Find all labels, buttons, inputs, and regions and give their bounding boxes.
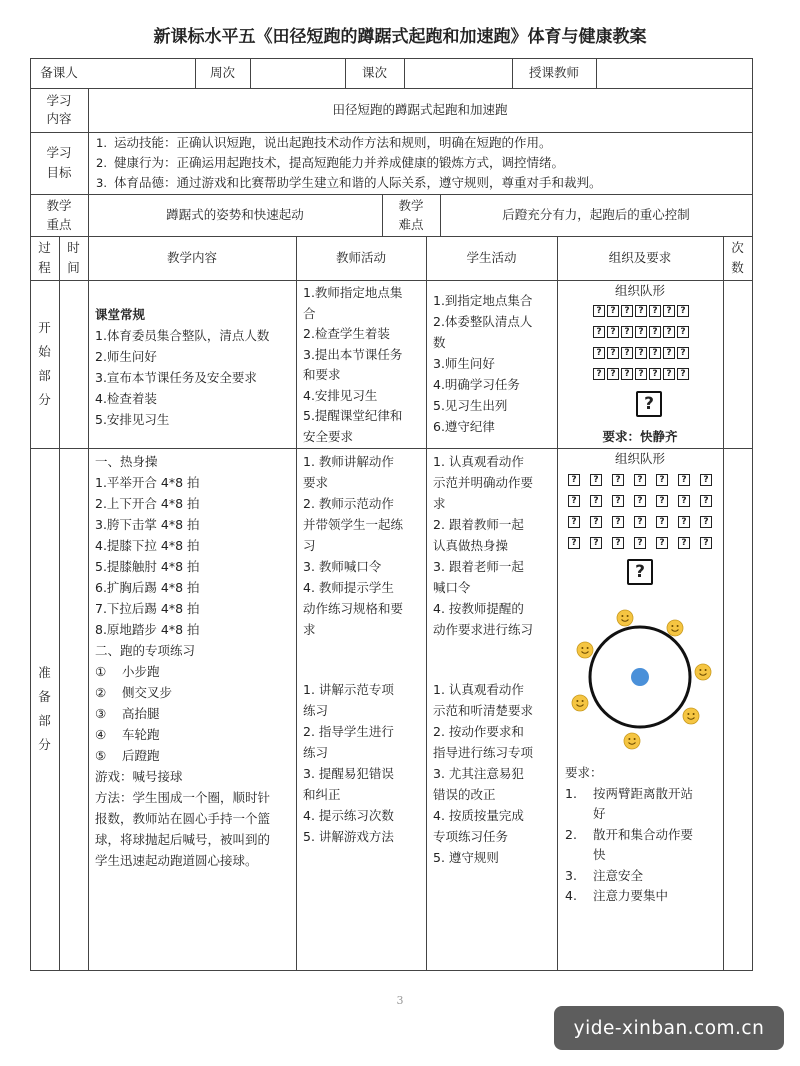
student-marker-icon: ? [656,474,668,486]
student-marker-icon: ? [621,368,633,380]
student-marker-icon: ? [700,495,712,507]
student-marker-icon: ? [612,495,624,507]
student-marker-icon: ? [590,516,602,528]
prep-student-line: 4. 按质按量完成 [433,808,524,823]
student-marker-icon: ? [663,305,675,317]
prep-student-line: 1. 认真观看动作 [433,454,524,469]
col-count-line: 数 [731,260,744,275]
drill-num: ④ [95,727,107,742]
col-process-line: 程 [38,260,51,275]
student-marker-icon: ? [649,305,661,317]
prep-teacher-label: 备课人 [40,65,78,80]
section-label-char: 准 [38,665,51,680]
smiley-student-icon [617,610,633,626]
student-marker-icon: ? [635,326,647,338]
student-marker-icon: ? [568,537,580,549]
key-value: 蹲踞式的姿势和快速起动 [166,207,304,222]
difficulty-label-line: 教学 [398,198,424,213]
student-marker-icon: ? [649,368,661,380]
goal-num: 1. [96,136,107,150]
goals-list [96,133,746,193]
prep-teacher-line: 5. 讲解游戏方法 [303,829,394,844]
prep-student-line: 2. 跟着教师一起 [433,517,524,532]
smiley-student-icon [683,708,699,724]
req-text: 注意安全 [593,867,644,883]
req-num: 2. [565,826,577,842]
start-teacher-line: 合 [303,305,316,321]
req-item [565,784,721,805]
prep-teacher-b [303,679,425,847]
start-student-line: 5.见习生出列 [433,398,508,413]
drill-num: ③ [95,706,107,721]
student-marker-icon: ? [621,305,633,317]
prep-teacher-line: 1. 教师讲解动作 [303,454,394,469]
prep-content-line: 二、跑的专项练习 [95,643,196,658]
circle-formation-diagram [560,600,720,760]
col-teacher: 教师活动 [335,250,386,265]
student-marker-icon: ? [590,495,602,507]
drill-num: ① [95,664,107,679]
student-marker-icon: ? [612,537,624,549]
req-text: 散开和集合动作要 [593,826,694,842]
prep-teacher-a [303,451,425,640]
start-teacher-line: 1.教师指定地点集 [303,285,403,300]
key-label [30,194,88,236]
drill-text: 后蹬跑 [122,748,160,763]
student-marker-icon: ? [663,326,675,338]
prep-teacher-line: 要求 [303,475,329,490]
start-student [433,290,555,437]
drill-text: 小步跑 [122,664,160,679]
student-marker-icon: ? [656,537,668,549]
student-marker-icon: ? [590,474,602,486]
prep-org-title: 组织队形 [614,451,665,466]
start-content-line: 2.师生问好 [95,349,157,364]
student-marker-icon: ? [568,474,580,486]
goal-item [96,173,746,193]
prep-content-line: 3.胯下击掌 4*8 拍 [95,517,200,532]
student-marker-icon: ? [678,474,690,486]
start-teacher-line: 4.安排见习生 [303,387,378,403]
section-label-char: 分 [38,392,51,407]
start-content-line: 4.检查着装 [95,391,157,406]
prep-teacher-marker-icon: ? [627,559,653,585]
student-marker-icon: ? [677,368,689,380]
section-label-char: 始 [38,344,51,359]
smiley-student-icon [695,664,711,680]
section-label-char: 部 [38,713,51,728]
req-item [565,825,721,846]
drill-item [95,745,295,766]
goals-label [30,132,88,194]
prep-content-line: 5.提膝触肘 4*8 拍 [95,559,200,574]
col-time [59,236,88,280]
student-marker-icon: ? [678,516,690,528]
student-marker-icon: ? [568,516,580,528]
student-marker-icon: ? [677,326,689,338]
req-item [565,886,721,907]
student-marker-icon: ? [612,474,624,486]
section-label-char: 备 [38,689,51,704]
student-marker-icon: ? [656,516,668,528]
col-time-line: 时 [67,240,80,255]
student-marker-icon: ? [634,516,646,528]
prep-student-line: 示范和听清楚要求 [433,703,534,718]
content-label-line: 学习 [46,93,72,108]
student-marker-icon: ? [635,305,647,317]
start-student-line: 1.到指定地点集合 [433,293,533,308]
start-content-line: 3.宣布本节课任务及安全要求 [95,370,257,385]
prep-content-line: 一、热身操 [95,454,158,469]
prep-teacher-line: 和纠正 [303,787,341,802]
game-line: 学生迅速起动跑道圆心接球。 [95,853,258,868]
req-text: 快 [593,847,606,862]
prep-student-line: 喊口令 [433,580,471,595]
drill-text: 侧交叉步 [122,685,173,700]
prep-content-line: 6.扩胸后踢 4*8 拍 [95,580,200,595]
student-marker-icon: ? [700,516,712,528]
start-teacher-line: 3.提出本节课任务 [303,346,403,362]
content-value: 田径短跑的蹲踞式起跑和加速跑 [332,102,508,117]
goals-label-line: 学习 [46,145,72,160]
section-label-char: 部 [38,368,51,383]
start-teacher-line: 2.检查学生着装 [303,326,390,341]
col-time-line: 间 [67,260,80,275]
start-student-line: 6.遵守纪律 [433,419,495,434]
req-text: 按两臂距离散开站 [593,785,694,801]
teacher-label: 授课教师 [528,65,579,80]
student-marker-icon: ? [649,326,661,338]
prep-teacher-line: 习 [303,538,316,553]
student-marker-icon: ? [677,347,689,359]
student-marker-icon: ? [678,537,690,549]
student-marker-icon: ? [593,326,605,338]
start-teacher-line: 安全要求 [303,428,354,444]
prep-content-line: 7.下拉后踢 4*8 拍 [95,601,200,616]
start-org-title: 组织队形 [614,283,665,298]
difficulty-label-line: 难点 [398,217,424,232]
content-label-line: 内容 [46,111,72,126]
prep-teacher-line: 练习 [303,745,329,760]
content-label [30,88,88,132]
basketball-center-icon [631,668,649,686]
start-teacher-line: 5.提醒课堂纪律和 [303,408,403,423]
section-label-char: 分 [38,737,51,752]
drill-item [95,724,295,745]
game-line: 球，将球抛起后喊号，被叫到的 [95,832,271,847]
smiley-student-icon [572,695,588,711]
drill-text: 车轮跑 [122,727,160,742]
req-item [565,845,721,866]
student-marker-icon: ? [634,495,646,507]
start-content [95,304,295,430]
key-label-line: 教学 [46,198,72,213]
student-marker-icon: ? [568,495,580,507]
student-marker-icon: ? [593,347,605,359]
req-num: 3. [565,867,577,883]
game-line: 报数，教师站在圆心手持一个篮 [95,811,271,826]
prep-student-line: 认真做热身操 [433,538,509,553]
col-count-line: 次 [731,240,744,255]
smiley-student-icon [577,642,593,658]
prep-student-b [433,679,556,868]
student-marker-icon: ? [677,305,689,317]
student-marker-icon: ? [607,305,619,317]
smiley-student-icon [667,620,683,636]
col-content: 教学内容 [166,250,217,265]
student-marker-icon: ? [635,368,647,380]
section-prep-label [30,448,59,970]
prep-student-line: 3. 跟着老师一起 [433,559,524,574]
student-marker-icon: ? [634,537,646,549]
req-heading: 要求： [565,765,603,780]
prep-student-line: 动作要求进行练习 [433,622,534,637]
goals-label-line: 目标 [46,165,72,180]
student-marker-icon: ? [590,537,602,549]
student-marker-icon: ? [700,474,712,486]
prep-student-line: 指导进行练习专项 [433,745,534,760]
student-marker-icon: ? [621,347,633,359]
start-org-requirement: 要求：快静齐 [602,429,678,444]
page-title: 新课标水平五《田径短跑的蹲踞式起跑和加速跑》体育与健康教案 [153,27,647,47]
student-marker-icon: ? [593,305,605,317]
difficulty-label [382,194,440,236]
drill-item [95,661,295,682]
prep-teacher-line: 1. 讲解示范专项 [303,682,394,697]
col-organization: 组织及要求 [608,250,672,265]
goal-item [96,133,746,153]
drill-num: ② [95,685,107,700]
drill-item [95,703,295,724]
prep-teacher-line: 4. 教师提示学生 [303,580,394,595]
prep-student-line: 错误的改正 [433,787,496,802]
smiley-student-icon [624,733,640,749]
prep-teacher-line: 并带领学生一起练 [303,517,404,532]
student-marker-icon: ? [663,347,675,359]
goal-text: 运动技能：正确认识短跑，说出起跑技术动作方法和规则，明确在短跑的作用。 [114,135,552,150]
student-marker-icon: ? [607,368,619,380]
prep-requirements [565,763,721,907]
drill-text: 高抬腿 [122,706,160,721]
goal-item [96,153,746,173]
prep-student-line: 1. 认真观看动作 [433,682,524,697]
start-student-line: 4.明确学习任务 [433,377,520,392]
start-content-line: 5.安排见习生 [95,412,170,427]
student-marker-icon: ? [656,495,668,507]
start-student-line: 数 [433,335,446,350]
prep-teacher-line: 3. 提醒易犯错误 [303,766,394,781]
student-marker-icon: ? [593,368,605,380]
start-teacher-marker-icon: ? [636,391,662,417]
prep-teacher-line: 求 [303,622,316,637]
start-content-heading: 课堂常规 [95,307,146,322]
section-start-label [30,280,59,448]
req-text: 好 [593,806,606,821]
student-marker-icon: ? [700,537,712,549]
student-marker-icon: ? [663,368,675,380]
req-text: 注意力要集中 [593,888,669,903]
game-line: 游戏：喊号接球 [95,769,183,784]
prep-student-line: 专项练习任务 [433,829,509,844]
student-marker-icon: ? [612,516,624,528]
student-marker-icon: ? [621,326,633,338]
start-content-line: 1.体育委员集合整队，清点人数 [95,328,270,343]
prep-teacher-line: 2. 教师示范动作 [303,496,394,511]
req-item [565,804,721,825]
start-student-line: 2.体委整队清点人 [433,314,533,329]
game-line: 方法：学生围成一个圈，顺时针 [95,790,271,805]
req-num: 4. [565,888,577,903]
prep-teacher-line: 练习 [303,703,329,718]
req-item [565,866,721,887]
prep-student-line: 3. 尤其注意易犯 [433,766,524,781]
col-student: 学生活动 [466,250,517,265]
student-marker-icon: ? [678,495,690,507]
goal-text: 健康行为：正确运用起跑技术，提高短跑能力并养成健康的锻炼方式，调控情绪。 [114,155,565,170]
prep-student-a [433,451,556,640]
section-label-char: 开 [38,320,51,335]
watermark: yide-xinban.com.cn [554,1006,784,1050]
key-label-line: 重点 [46,217,72,232]
prep-student-line: 4. 按教师提醒的 [433,601,524,616]
lesson-label: 课次 [361,65,387,80]
prep-teacher-line: 3. 教师喊口令 [303,559,382,574]
start-teacher-line: 和要求 [303,367,341,382]
student-marker-icon: ? [649,347,661,359]
prep-teacher-line: 4. 提示练习次数 [303,808,394,823]
prep-teacher-line: 2. 指导学生进行 [303,724,394,739]
prep-student-line: 求 [433,496,446,511]
drill-num: ⑤ [95,748,107,763]
col-process-line: 过 [38,240,51,255]
start-teacher [303,283,425,447]
req-num: 1. [565,785,577,801]
page-number: 3 [396,994,404,1007]
prep-content-line: 2.上下开合 4*8 拍 [95,496,200,511]
col-count [723,236,752,280]
drill-item [95,682,295,703]
start-student-line: 3.师生问好 [433,356,495,371]
goal-num: 3. [96,176,107,190]
col-process [30,236,59,280]
student-marker-icon: ? [635,347,647,359]
difficulty-value: 后蹬充分有力，起跑后的重心控制 [502,207,690,222]
student-marker-icon: ? [634,474,646,486]
prep-teacher-line: 动作练习规格和要 [303,601,404,616]
goal-text: 体育品德：通过游戏和比赛帮助学生建立和谐的人际关系，遵守规则，尊重对手和裁判。 [114,175,602,190]
prep-content [95,451,295,871]
student-marker-icon: ? [607,326,619,338]
student-marker-icon: ? [607,347,619,359]
week-label: 周次 [209,65,235,80]
prep-content-line: 4.提膝下拉 4*8 拍 [95,538,200,553]
prep-student-line: 2. 按动作要求和 [433,724,524,739]
prep-content-line: 8.原地踏步 4*8 拍 [95,622,200,637]
prep-student-line: 示范并明确动作要 [433,475,534,490]
goal-num: 2. [96,156,107,170]
prep-student-line: 5. 遵守规则 [433,850,499,865]
prep-content-line: 1.平举开合 4*8 拍 [95,475,200,490]
